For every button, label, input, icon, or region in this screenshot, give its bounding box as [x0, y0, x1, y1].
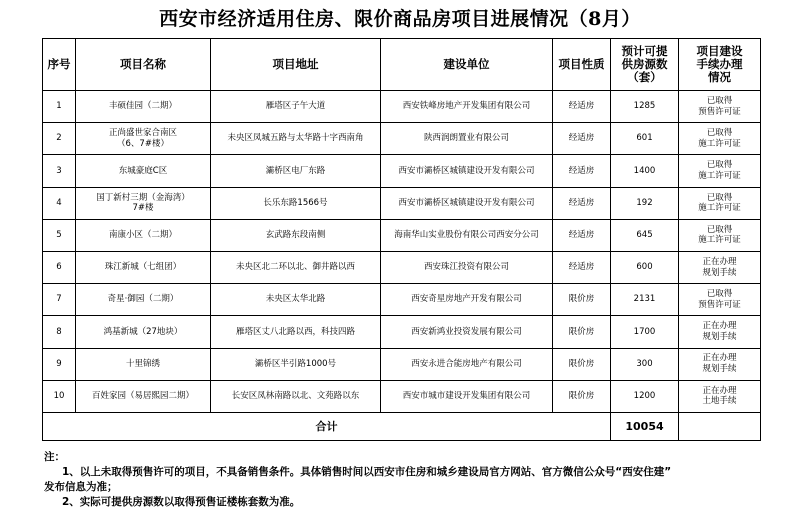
- cell-status: 正在办理 土地手续: [679, 380, 761, 412]
- projects-table: [42, 38, 761, 441]
- cell-address: 长安区凤林南路以北、文苑路以东: [211, 380, 381, 412]
- cell-type: 经适房: [553, 91, 611, 123]
- cell-type: 经适房: [553, 187, 611, 219]
- header-status: 项目建设 手续办理 情况: [679, 39, 761, 91]
- cell-type: 限价房: [553, 380, 611, 412]
- cell-builder: 西安市灞桥区城镇建设开发有限公司: [381, 155, 553, 187]
- total-units: 10054: [611, 412, 679, 440]
- cell-no: 7: [43, 284, 76, 316]
- table-row: [43, 91, 761, 123]
- cell-units: 300: [611, 348, 679, 380]
- cell-units: 192: [611, 187, 679, 219]
- cell-address: 玄武路东段南侧: [211, 219, 381, 251]
- cell-address: 未央区凤城五路与太华路十字西南角: [211, 123, 381, 155]
- cell-no: 3: [43, 155, 76, 187]
- cell-status: 正在办理 规划手续: [679, 316, 761, 348]
- cell-builder: 西安新鸿业投资发展有限公司: [381, 316, 553, 348]
- cell-no: 9: [43, 348, 76, 380]
- cell-status: 已取得 预售许可证: [679, 284, 761, 316]
- cell-no: 4: [43, 187, 76, 219]
- cell-address: 未央区北二环以北、御井路以西: [211, 251, 381, 283]
- cell-builder: 西安珠江投资有限公司: [381, 251, 553, 283]
- cell-address: 灞桥区半引路1000号: [211, 348, 381, 380]
- cell-units: 1400: [611, 155, 679, 187]
- cell-type: 经适房: [553, 155, 611, 187]
- cell-units: 1700: [611, 316, 679, 348]
- cell-type: 经适房: [553, 219, 611, 251]
- cell-address: 雁塔区丈八北路以西，科技四路: [211, 316, 381, 348]
- table-row: [43, 316, 761, 348]
- cell-units: 2131: [611, 284, 679, 316]
- cell-units: 600: [611, 251, 679, 283]
- table-row: [43, 251, 761, 283]
- cell-name: 丰硕佳园（二期）: [76, 91, 211, 123]
- cell-no: 2: [43, 123, 76, 155]
- total-row: [43, 412, 761, 440]
- cell-type: 经适房: [553, 251, 611, 283]
- cell-no: 6: [43, 251, 76, 283]
- header-name: 项目名称: [76, 39, 211, 91]
- header-address: 项目地址: [211, 39, 381, 91]
- cell-status: 已取得 施工许可证: [679, 187, 761, 219]
- table-row: [43, 155, 761, 187]
- cell-type: 经适房: [553, 123, 611, 155]
- table-row: [43, 380, 761, 412]
- cell-type: 限价房: [553, 284, 611, 316]
- cell-builder: 西安市灞桥区城镇建设开发有限公司: [381, 187, 553, 219]
- cell-name: 东城豪庭C区: [76, 155, 211, 187]
- cell-status: 已取得 预售许可证: [679, 91, 761, 123]
- cell-address: 雁塔区子午大道: [211, 91, 381, 123]
- cell-builder: 西安永进合能房地产有限公司: [381, 348, 553, 380]
- cell-builder: 西安铁峰房地产开发集团有限公司: [381, 91, 553, 123]
- note-line-2: 2、实际可提供房源数以取得预售证楼栋套数为准。: [62, 496, 301, 508]
- table-header-row: [43, 39, 761, 91]
- table-row: [43, 187, 761, 219]
- cell-units: 1200: [611, 380, 679, 412]
- cell-name: 十里锦绣: [76, 348, 211, 380]
- cell-address: 灞桥区电厂东路: [211, 155, 381, 187]
- cell-status: 正在办理 规划手续: [679, 251, 761, 283]
- cell-status: 已取得 施工许可证: [679, 123, 761, 155]
- header-no: 序号: [43, 39, 76, 91]
- cell-address: 长乐东路1566号: [211, 187, 381, 219]
- cell-no: 10: [43, 380, 76, 412]
- cell-no: 5: [43, 219, 76, 251]
- cell-name: 奇星·御园（二期）: [76, 284, 211, 316]
- note-line-1-cont: 发布信息为准；: [44, 481, 118, 493]
- page-title: 西安市经济适用住房、限价商品房项目进展情况（8月）: [159, 8, 641, 30]
- cell-units: 645: [611, 219, 679, 251]
- header-type: 项目性质: [553, 39, 611, 91]
- cell-no: 8: [43, 316, 76, 348]
- cell-name: 南康小区（二期）: [76, 219, 211, 251]
- cell-name: 鸿基新城（27地块）: [76, 316, 211, 348]
- table-row: [43, 219, 761, 251]
- cell-no: 1: [43, 91, 76, 123]
- cell-type: 限价房: [553, 316, 611, 348]
- cell-status: 已取得 施工许可证: [679, 155, 761, 187]
- table-row: [43, 123, 761, 155]
- cell-units: 1285: [611, 91, 679, 123]
- cell-address: 未央区太华北路: [211, 284, 381, 316]
- header-units: 预计可提 供房源数 （套）: [611, 39, 679, 91]
- cell-status: 已取得 施工许可证: [679, 219, 761, 251]
- cell-name: 国丁新村三期（金海湾） 7#楼: [76, 187, 211, 219]
- total-status-empty: [679, 412, 761, 440]
- cell-name: 百姓家园（易居熙园二期）: [76, 380, 211, 412]
- cell-name: 正尚盛世家合南区 （6、7#楼）: [76, 123, 211, 155]
- notes: [44, 450, 764, 510]
- cell-name: 珠江新城（七组团）: [76, 251, 211, 283]
- cell-units: 601: [611, 123, 679, 155]
- cell-builder: 西安市城市建设开发集团有限公司: [381, 380, 553, 412]
- total-label: 合计: [43, 412, 611, 440]
- cell-builder: 西安奇星房地产开发有限公司: [381, 284, 553, 316]
- table-row: [43, 284, 761, 316]
- cell-builder: 陕西润朗置业有限公司: [381, 123, 553, 155]
- cell-builder: 海南华山实业股份有限公司西安分公司: [381, 219, 553, 251]
- note-line-1: 1、以上未取得预售许可的项目，不具备销售条件。具体销售时间以西安市住房和城乡建设局官方网站、官方微信公众号“西安住建”: [62, 466, 672, 478]
- cell-status: 正在办理 规划手续: [679, 348, 761, 380]
- notes-heading: 注：: [44, 451, 65, 463]
- cell-type: 限价房: [553, 348, 611, 380]
- table-row: [43, 348, 761, 380]
- header-builder: 建设单位: [381, 39, 553, 91]
